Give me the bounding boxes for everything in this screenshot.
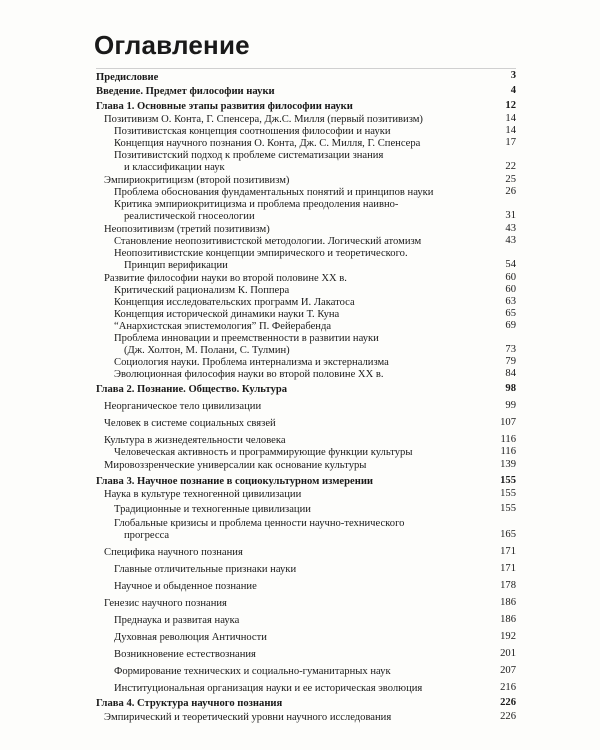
toc-entry-title: Формирование технических и социально-гуманитарных наук xyxy=(114,666,391,677)
toc-entry[interactable] xyxy=(96,542,516,559)
toc-page-number: 14 xyxy=(505,113,516,125)
toc-page-number: 139 xyxy=(500,459,516,471)
toc-page-number: 43 xyxy=(505,235,516,247)
toc-entry-title: “Анархистская эпистемология” П. Фейерабенда xyxy=(114,321,332,332)
toc-page-number: 192 xyxy=(500,631,516,643)
toc-entry-title: Возникновение естествознания xyxy=(114,649,256,660)
toc-page-number: 116 xyxy=(500,446,516,458)
toc-entry-title: Проблема инновации и преемственности в развитии науки xyxy=(114,333,379,344)
toc-entry-title: Духовная революция Античности xyxy=(114,632,267,643)
toc-entry-title: прогресса xyxy=(124,529,170,541)
toc-page-number: 216 xyxy=(500,682,516,694)
toc-page-number: 22 xyxy=(505,161,516,173)
toc-entry-title: Неорганическое тело цивилизации xyxy=(104,401,262,412)
toc-entry-title: Глава 2. Познание. Общество. Культура xyxy=(96,384,288,395)
toc-entry[interactable] xyxy=(96,285,516,297)
toc-entry-title: Мировоззренческие универсалии как основание культуры xyxy=(104,460,367,471)
toc-entry-title: Главные отличительные признаки науки xyxy=(114,564,297,575)
toc-page-number: 63 xyxy=(505,296,516,308)
toc-entry-title: Глава 1. Основные этапы развития философии науки xyxy=(96,101,353,112)
toc-entry[interactable] xyxy=(96,488,516,501)
toc-entry-title: Наука в культуре техногенной цивилизации xyxy=(104,489,302,500)
toc-page-number: 171 xyxy=(500,563,516,575)
toc-entry-title: и классификации наук xyxy=(124,161,225,173)
toc-entry-title: Развитие философии науки во второй половине XX в. xyxy=(104,273,347,284)
toc-entry-title: Традиционные и техногенные цивилизации xyxy=(114,504,311,515)
toc-entry[interactable] xyxy=(96,187,516,199)
toc-page-number: 178 xyxy=(500,580,516,592)
toc-entry[interactable] xyxy=(96,309,516,321)
toc-entry-title: реалистической гносеологии xyxy=(124,210,255,222)
toc-entry[interactable] xyxy=(96,369,516,381)
toc-page-number: 60 xyxy=(505,284,516,296)
toc-page-number: 43 xyxy=(505,223,516,235)
toc-page-number: 98 xyxy=(505,383,516,395)
toc-entry-title: Эмпириокритицизм (второй позитивизм) xyxy=(104,175,290,186)
toc-entry-title: Принцип верификации xyxy=(124,259,228,271)
toc-entry[interactable] xyxy=(96,113,516,126)
toc-page-number: 186 xyxy=(500,614,516,626)
toc-entry-title: Глава 4. Структура научного познания xyxy=(96,698,283,709)
toc-entry[interactable] xyxy=(96,223,516,236)
toc-entry[interactable] xyxy=(96,413,516,430)
toc-entry-title: Человеческая активность и программирующие функции культуры xyxy=(114,447,413,458)
toc-entry[interactable] xyxy=(96,516,516,542)
toc-entry[interactable] xyxy=(96,459,516,472)
toc-page-number: 107 xyxy=(500,417,516,429)
toc-entry-title: Введение. Предмет философии науки xyxy=(96,86,275,97)
toc-page-number: 207 xyxy=(500,665,516,677)
toc-entry-title: Позитивистский подход к проблеме систематизации знания xyxy=(114,150,384,161)
toc-page-number: 226 xyxy=(500,711,516,723)
toc-entry[interactable] xyxy=(96,501,516,516)
toc-entry[interactable] xyxy=(96,174,516,187)
toc-entry[interactable] xyxy=(96,150,516,174)
toc-entry-title: Критика эмпириокритицизма и проблема преодоления наивно- xyxy=(114,199,399,210)
toc-page-number: 155 xyxy=(500,488,516,500)
toc-page-number: 73 xyxy=(505,344,516,356)
toc-page-number: 26 xyxy=(505,186,516,198)
toc-page-number: 99 xyxy=(505,400,516,412)
toc-page-number: 165 xyxy=(500,529,516,541)
toc-entry-title: Предисловие xyxy=(96,72,159,83)
toc-entry-title: Неопозитивистские концепции эмпирического и теоретического. xyxy=(114,248,408,259)
toc-page-number: 12 xyxy=(505,100,516,112)
toc-entry-title: Неопозитивизм (третий позитивизм) xyxy=(104,224,270,235)
toc-page-number: 226 xyxy=(500,697,516,709)
toc-chapter-entry[interactable] xyxy=(96,472,516,488)
toc-page-number: 171 xyxy=(500,546,516,558)
toc-entry[interactable] xyxy=(96,610,516,627)
toc-entry-title: Человек в системе социальных связей xyxy=(104,418,276,429)
page-title: Оглавление xyxy=(94,30,250,60)
toc-entry-title: (Дж. Холтон, М. Полани, С. Тулмин) xyxy=(124,344,290,356)
toc-entry[interactable] xyxy=(96,357,516,369)
toc-page-number: 79 xyxy=(505,356,516,368)
toc-entry[interactable] xyxy=(96,321,516,333)
toc-entry[interactable] xyxy=(96,559,516,576)
toc-page-number: 155 xyxy=(500,503,516,515)
toc-entry[interactable] xyxy=(96,297,516,309)
toc-entry-title: Специфика научного познания xyxy=(104,547,243,558)
toc-page-number: 69 xyxy=(505,320,516,332)
toc-entry-title: Критический рационализм К. Поппера xyxy=(114,285,290,296)
toc-entry[interactable] xyxy=(96,710,516,724)
toc-page-number: 155 xyxy=(500,475,516,487)
toc-entry[interactable] xyxy=(96,644,516,661)
toc-page-number: 25 xyxy=(505,174,516,186)
toc-entry-title: Позитивистская концепция соотношения философии и науки xyxy=(114,126,391,137)
toc-entry-title: Становление неопозитивистской методологии. Логический атомизм xyxy=(114,236,422,247)
toc-entry[interactable] xyxy=(96,576,516,593)
toc-entry[interactable] xyxy=(96,138,516,150)
toc-page-number: 31 xyxy=(505,210,516,222)
toc-entry-title: Концепция исследовательских программ И. Лакатоса xyxy=(114,297,355,308)
toc-entry-title: Концепция исторической динамики науки Т. Куна xyxy=(114,309,340,320)
toc-entry[interactable] xyxy=(96,661,516,678)
toc-entry-title: Культура в жизнедеятельности человека xyxy=(104,435,286,446)
toc-chapter-entry[interactable] xyxy=(96,68,516,83)
toc-chapter-entry[interactable] xyxy=(96,695,516,710)
toc-entry-title: Глобальные кризисы и проблема ценности научно-технического xyxy=(114,518,405,529)
toc-page-number: 65 xyxy=(505,308,516,320)
toc-entry[interactable] xyxy=(96,678,516,695)
toc-entry-title: Концепция научного познания О. Конта, Дж. С. Милля, Г. Спенсера xyxy=(114,138,421,149)
toc-chapter-entry[interactable] xyxy=(96,98,516,113)
toc-entry-title: Преднаука и развитая наука xyxy=(114,615,240,626)
toc-entry[interactable] xyxy=(96,126,516,138)
toc-entry-title: Институциональная организация науки и ее историческая эволюция xyxy=(114,683,423,694)
toc-entry-title: Социология науки. Проблема интернализма и экстернализма xyxy=(114,357,389,368)
table-of-contents xyxy=(96,68,516,724)
toc-entry-title: Глава 3. Научное познание в социокультурном измерении xyxy=(96,476,374,487)
toc-entry[interactable] xyxy=(96,447,516,459)
toc-entry[interactable] xyxy=(96,333,516,357)
toc-page-number: 186 xyxy=(500,597,516,609)
toc-entry[interactable] xyxy=(96,248,516,272)
toc-page-number: 3 xyxy=(510,70,516,82)
toc-page-number: 60 xyxy=(505,272,516,284)
toc-entry-title: Генезис научного познания xyxy=(104,598,227,609)
toc-entry-title: Позитивизм О. Конта, Г. Спенсера, Дж.С. Милля (первый позитивизм) xyxy=(104,114,423,125)
toc-entry[interactable] xyxy=(96,272,516,285)
toc-page-number: 14 xyxy=(505,125,516,137)
toc-entry[interactable] xyxy=(96,593,516,610)
toc-chapter-entry[interactable] xyxy=(96,83,516,98)
toc-page-number: 17 xyxy=(505,137,516,149)
toc-page-number: 84 xyxy=(505,368,516,380)
toc-entry-title: Научное и обыденное познание xyxy=(114,581,257,592)
toc-entry[interactable] xyxy=(96,396,516,413)
toc-entry[interactable] xyxy=(96,199,516,223)
toc-entry[interactable] xyxy=(96,627,516,644)
toc-page-number: 4 xyxy=(510,85,516,97)
toc-page-number: 201 xyxy=(500,648,516,660)
toc-entry-title: Эволюционная философия науки во второй половине XX в. xyxy=(114,369,384,380)
toc-entry-title: Проблема обоснования фундаментальных понятий и принципов науки xyxy=(114,187,434,198)
toc-page-number: 116 xyxy=(500,434,516,446)
toc-entry-title: Эмпирический и теоретический уровни научного исследования xyxy=(104,712,392,723)
toc-entry[interactable] xyxy=(96,236,516,248)
toc-page-number: 54 xyxy=(505,259,516,271)
toc-chapter-entry[interactable] xyxy=(96,381,516,396)
toc-entry[interactable] xyxy=(96,430,516,447)
